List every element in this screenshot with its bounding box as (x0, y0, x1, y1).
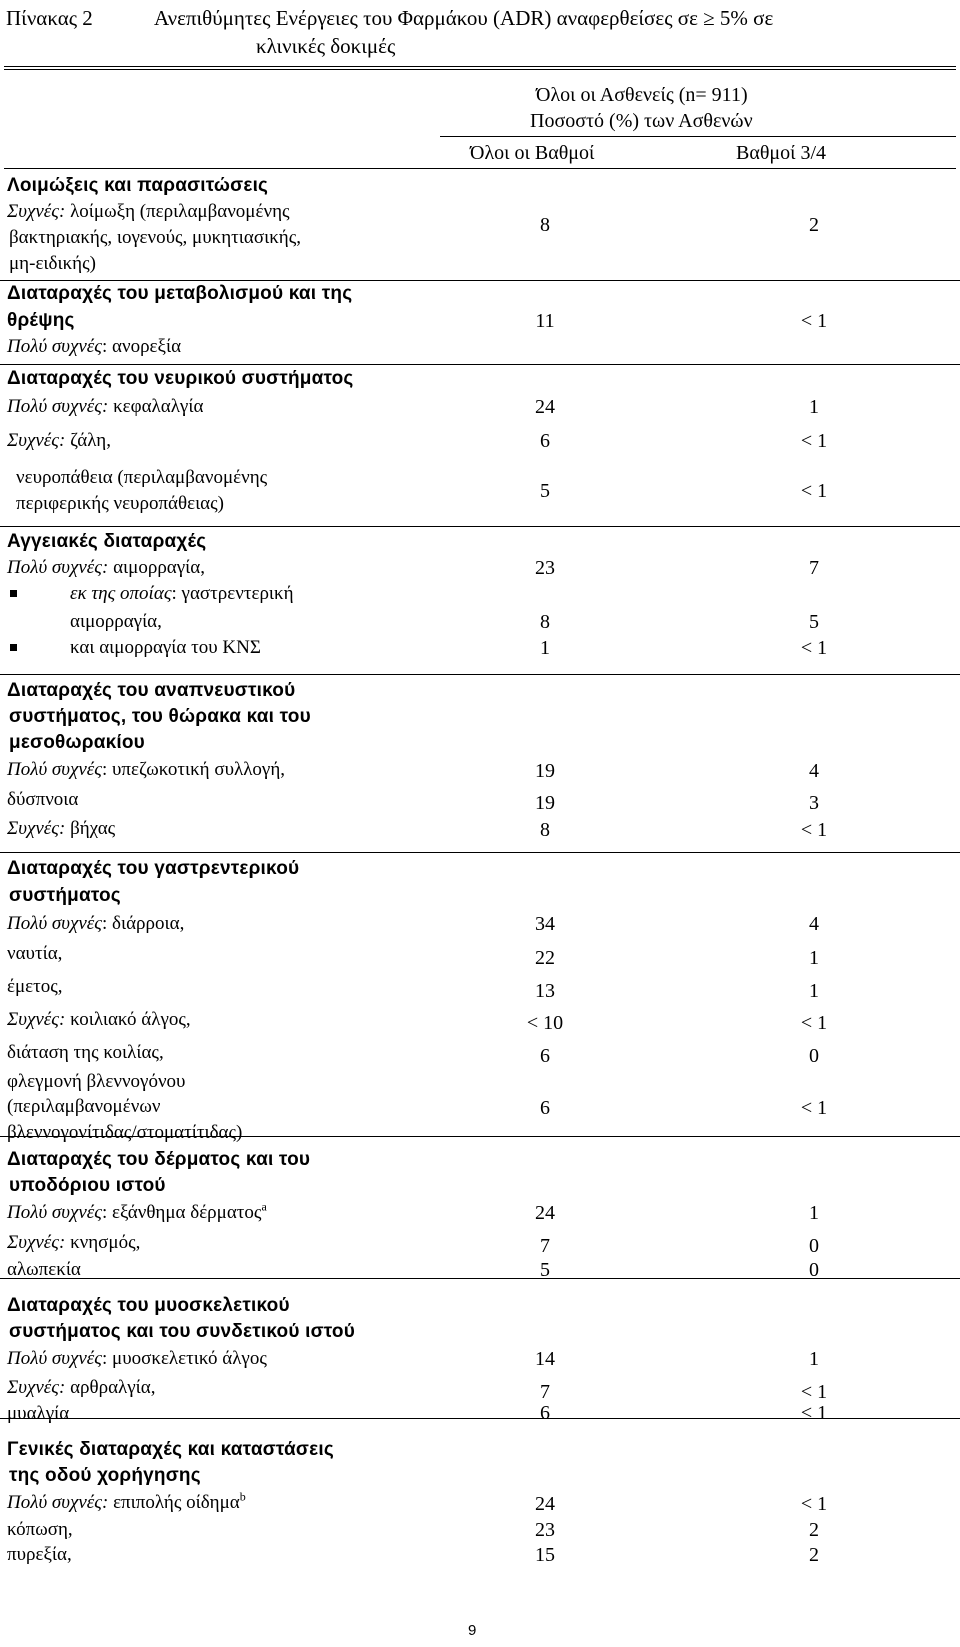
cell-all-grades: 11 (535, 310, 555, 332)
cell-grade-3-4: 2 (809, 214, 819, 236)
cell-all-grades: 34 (535, 913, 555, 935)
table-row-musculoskeletal (0, 1278, 960, 1424)
cell-grade-3-4: 3 (809, 792, 819, 814)
row-label: Συχνές: λοίμωξη (περιλαμβανομένης (7, 201, 290, 222)
cell-all-grades: 7 (540, 1381, 550, 1403)
cell-grade-3-4: 5 (809, 611, 819, 633)
row-label: ναυτία, (7, 943, 63, 964)
row-label: φλεγμονή βλεννογόνου (7, 1071, 186, 1092)
row-label: Πολύ συχνές: εξάνθημα δέρματος$^a$ (7, 1199, 267, 1223)
row-label: Πολύ συχνές: επιπολής οίδημα$^b$ (7, 1489, 246, 1513)
table-row-skin (0, 1136, 960, 1279)
bullet-icon (10, 644, 17, 651)
cell-all-grades: 7 (540, 1235, 550, 1257)
footnote-marker-b: b (239, 1489, 246, 1504)
col-header-grade-3-4: Βαθμοί 3/4 (736, 142, 827, 164)
cell-grade-3-4: 1 (809, 1202, 819, 1224)
cell-all-grades: 22 (535, 947, 555, 969)
row-label: Πολύ συχνές: διάρροια, (7, 913, 185, 934)
row-label: πυρεξία, (7, 1544, 72, 1565)
soc-title: Αγγειακές διαταραχές (7, 531, 207, 552)
cell-grade-3-4: < 1 (800, 430, 828, 452)
cell-grade-3-4: 7 (809, 557, 819, 579)
cell-grade-3-4: 1 (809, 947, 819, 969)
soc-title: Λοιμώξεις και παρασιτώσεις (7, 175, 269, 196)
cell-grade-3-4: 0 (809, 1235, 819, 1257)
cell-all-grades: 8 (540, 611, 550, 633)
row-label: και αιμορραγία του ΚΝΣ (70, 637, 261, 658)
row-label: Συχνές: αρθραλγία, (7, 1377, 156, 1398)
row-label-cont: αιμορραγία, (70, 611, 162, 632)
cell-grade-3-4: < 1 (800, 1493, 828, 1515)
cell-grade-3-4: < 1 (800, 637, 828, 659)
row-label: μυαλγία (7, 1403, 70, 1424)
col-header-all-grades: Όλοι οι Βαθμοί (470, 142, 595, 164)
soc-title: Διαταραχές του δέρματος και του (7, 1149, 311, 1170)
row-label: Πολύ συχνές: κεφαλαλγία (7, 396, 204, 417)
soc-title-cont: υποδόριου ιστού (9, 1175, 166, 1196)
row-label-cont: βακτηριακής, ιογενούς, μυκητιασικής, (9, 227, 301, 248)
cell-grade-3-4: < 1 (800, 1097, 828, 1119)
row-label: κόπωση, (7, 1519, 73, 1540)
soc-title-cont: της οδού χορήγησης (9, 1465, 201, 1486)
soc-title-cont: συστήματος, του θώρακα και του (9, 706, 311, 727)
cell-all-grades: 15 (535, 1544, 555, 1566)
cell-all-grades: 19 (535, 792, 555, 814)
cell-all-grades: 24 (535, 1493, 555, 1515)
table-row-respiratory (0, 674, 960, 853)
soc-title-cont: συστήματος και του συνδετικού ιστού (9, 1321, 355, 1342)
header-group-rule (440, 136, 956, 137)
cell-grade-3-4: 4 (809, 913, 819, 935)
soc-title-cont: θρέψης (7, 310, 75, 331)
cell-grade-3-4: < 1 (800, 310, 828, 332)
cell-all-grades: 5 (540, 480, 550, 502)
cell-grade-3-4: 2 (809, 1519, 819, 1541)
row-label-cont: (περιλαμβανομένων (7, 1096, 161, 1117)
row-label: Συχνές: κοιλιακό άλγος, (7, 1009, 191, 1030)
row-label: Συχνές: κνησμός, (7, 1232, 141, 1253)
cell-all-grades: 24 (535, 396, 555, 418)
cell-all-grades: 8 (540, 819, 550, 841)
table-title-line1: Ανεπιθύμητες Ενέργειες του Φαρμάκου (ADR) αναφερθείσες σε ≥ 5% σε (154, 6, 774, 30)
row-label: νευροπάθεια (περιλαμβανομένης (16, 467, 268, 488)
cell-all-grades: < 10 (526, 1012, 564, 1034)
table-row-infections (0, 168, 960, 281)
row-label: αλωπεκία (7, 1259, 81, 1280)
table-row-gi (0, 852, 960, 1143)
row-label: Πολύ συχνές: μυοσκελετικό άλγος (7, 1348, 267, 1369)
header-group-line1: Όλοι οι Ασθενείς (n= 911) (536, 84, 748, 106)
row-label: Συχνές: βήχας (7, 818, 116, 839)
table-row-nervous (0, 364, 960, 527)
cell-all-grades: 6 (540, 1402, 550, 1424)
cell-all-grades: 5 (540, 1259, 550, 1281)
table-row-general (0, 1418, 960, 1568)
cell-all-grades: 6 (540, 430, 550, 452)
cell-all-grades: 6 (540, 1045, 550, 1067)
cell-all-grades: 24 (535, 1202, 555, 1224)
soc-title: Διαταραχές του νευρικού συστήματος (7, 368, 354, 389)
row-label: διάταση της κοιλίας, (7, 1042, 164, 1063)
cell-grade-3-4: 1 (809, 1348, 819, 1370)
table-label: Πίνακας 2 (6, 6, 93, 30)
soc-title-cont: συστήματος (9, 885, 121, 906)
row-label-cont: βλεννογονίτιδας/στοματίτιδας) (7, 1122, 243, 1143)
cell-all-grades: 13 (535, 980, 555, 1002)
header-top-rule-1 (4, 66, 956, 67)
cell-grade-3-4: < 1 (800, 480, 828, 502)
cell-all-grades: 1 (540, 637, 550, 659)
cell-grade-3-4: < 1 (800, 1012, 828, 1034)
cell-all-grades: 23 (535, 1519, 555, 1541)
row-label: Πολύ συχνές: ανορεξία (7, 336, 182, 357)
footnote-marker-a: a (261, 1199, 267, 1214)
row-label: έμετος, (7, 976, 63, 997)
soc-title: Διαταραχές του μυοσκελετικού (7, 1295, 290, 1316)
cell-all-grades: 6 (540, 1097, 550, 1119)
row-label: Πολύ συχνές: αιμορραγία, (7, 557, 205, 578)
cell-grade-3-4: 2 (809, 1544, 819, 1566)
bullet-icon (10, 590, 17, 597)
cell-grade-3-4: 1 (809, 396, 819, 418)
row-label-cont: περιφερικής νευροπάθειας) (16, 493, 224, 514)
row-label: Συχνές: ζάλη, (7, 430, 111, 451)
cell-grade-3-4: < 1 (800, 1381, 828, 1403)
header-group-line2: Ποσοστό (%) των Ασθενών (530, 110, 753, 132)
page-number: 9 (468, 1622, 477, 1639)
soc-title: Διαταραχές του γαστρεντερικού (7, 858, 300, 879)
table-row-vascular (0, 526, 960, 675)
row-label-cont: μη-ειδικής) (9, 253, 96, 274)
cell-grade-3-4: < 1 (800, 1402, 828, 1424)
header-top-rule-2 (4, 69, 956, 70)
cell-all-grades: 23 (535, 557, 555, 579)
cell-grade-3-4: 1 (809, 980, 819, 1002)
row-label: Πολύ συχνές: υπεζωκοτική συλλογή, (7, 759, 286, 780)
cell-grade-3-4: 4 (809, 760, 819, 782)
cell-grade-3-4: 0 (809, 1259, 819, 1281)
cell-all-grades: 19 (535, 760, 555, 782)
cell-all-grades: 14 (535, 1348, 555, 1370)
cell-grade-3-4: < 1 (800, 819, 828, 841)
soc-title-cont: μεσοθωρακίου (9, 732, 145, 753)
row-label: δύσπνοια (7, 789, 79, 810)
table-row-metabolism (0, 280, 960, 365)
row-label: εκ της οποίας: γαστρεντερική (70, 583, 294, 604)
soc-title: Διαταραχές του μεταβολισμού και της (7, 283, 353, 304)
soc-title: Γενικές διαταραχές και καταστάσεις (7, 1439, 334, 1460)
cell-grade-3-4: 0 (809, 1045, 819, 1067)
cell-all-grades: 8 (540, 214, 550, 236)
table-title-line2: κλινικές δοκιμές (256, 34, 396, 58)
soc-title: Διαταραχές του αναπνευστικού (7, 680, 296, 701)
